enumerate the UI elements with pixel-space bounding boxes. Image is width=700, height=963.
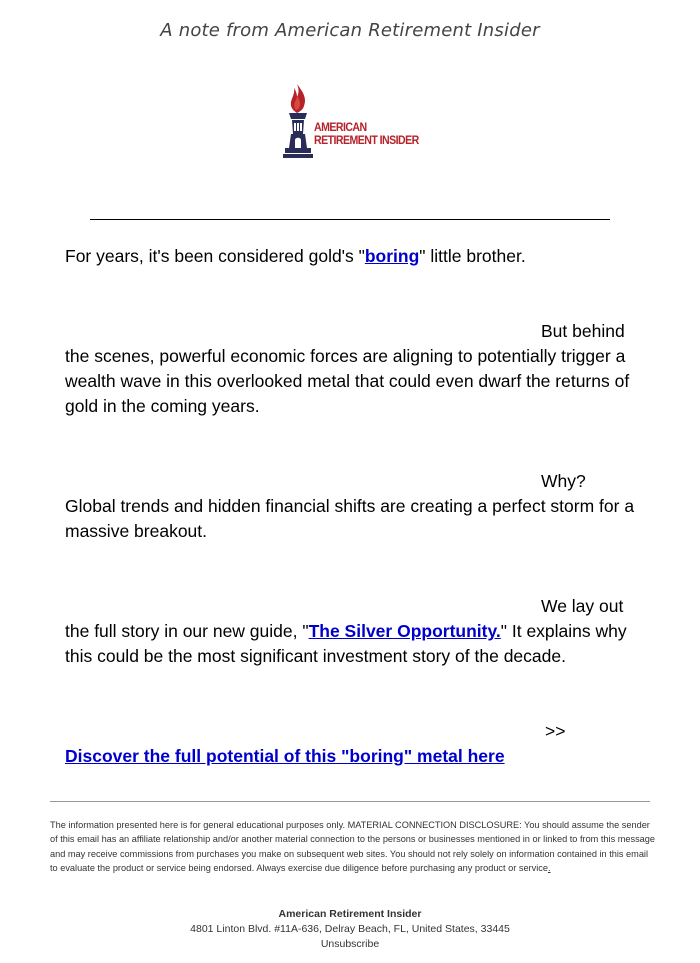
paragraph-2-text: the scenes, powerful economic forces are aligning to potentially trigger a wealth wave in this overlooked metal that could even dwarf the returns of gold in the coming years. [65,346,630,416]
paragraph-3-lead: Why? [541,471,586,491]
paragraph-3-text: Global trends and hidden financial shifts are creating a perfect storm for a massive breakout. [65,496,635,541]
disclaimer-text: The information presented here is for general educational purposes only. MATERIAL CONNECTION DISCLOSURE: You should assume the sender of this email has an affiliate relationship and/or another material connection to the persons or businesses mentioned in or linked to from this message and may receive commissions from purchases you make on subsequent web sites. You should not rely solely on information contained in this email to evaluate the product or service being endorsed. Always exercise due diligence before purchasing any product or service [50,820,656,874]
paragraph-1-text-after: " little brother. [419,246,526,266]
silver-opportunity-link[interactable]: The Silver Opportunity. [308,621,501,641]
logo [281,82,421,166]
paragraph-2-lead: But behind [541,321,625,341]
email-body [65,244,640,769]
footer-divider [50,801,650,802]
paragraph-4-text-after: " It explains why this could be the most significant investment story of the decade. [65,621,627,666]
footer [0,907,700,952]
paragraph-5 [65,719,640,769]
header-divider [90,219,610,220]
disclaimer [50,818,655,876]
logo-line-2: RETIREMENT INSIDER [314,135,419,147]
logo-line-1: AMERICAN [314,122,367,134]
logo-text [314,122,419,148]
torch-tower-icon [281,82,315,166]
paragraph-4-lead: We lay out [541,596,624,616]
cta-arrows: >> [545,721,566,741]
paragraph-3 [65,469,640,544]
paragraph-4-text-before: the full story in our new guide, " [65,621,309,641]
paragraph-2 [65,319,640,419]
footer-address: 4801 Linton Blvd. #11A-636, Delray Beach, FL, United States, 33445 [190,923,510,935]
footer-company: American Retirement Insider [278,908,422,920]
unsubscribe-link[interactable]: Unsubscribe [320,938,380,950]
paragraph-4 [65,594,640,669]
boring-link[interactable]: boring [364,246,420,266]
paragraph-1-text-before: For years, it's been considered gold's " [65,246,365,266]
paragraph-1 [65,244,640,269]
discover-cta-link[interactable]: Discover the full potential of this "boring" metal here [65,746,505,766]
header-note: A note from American Retirement Insider [160,20,540,41]
disclaimer-link[interactable]: . [547,863,551,874]
